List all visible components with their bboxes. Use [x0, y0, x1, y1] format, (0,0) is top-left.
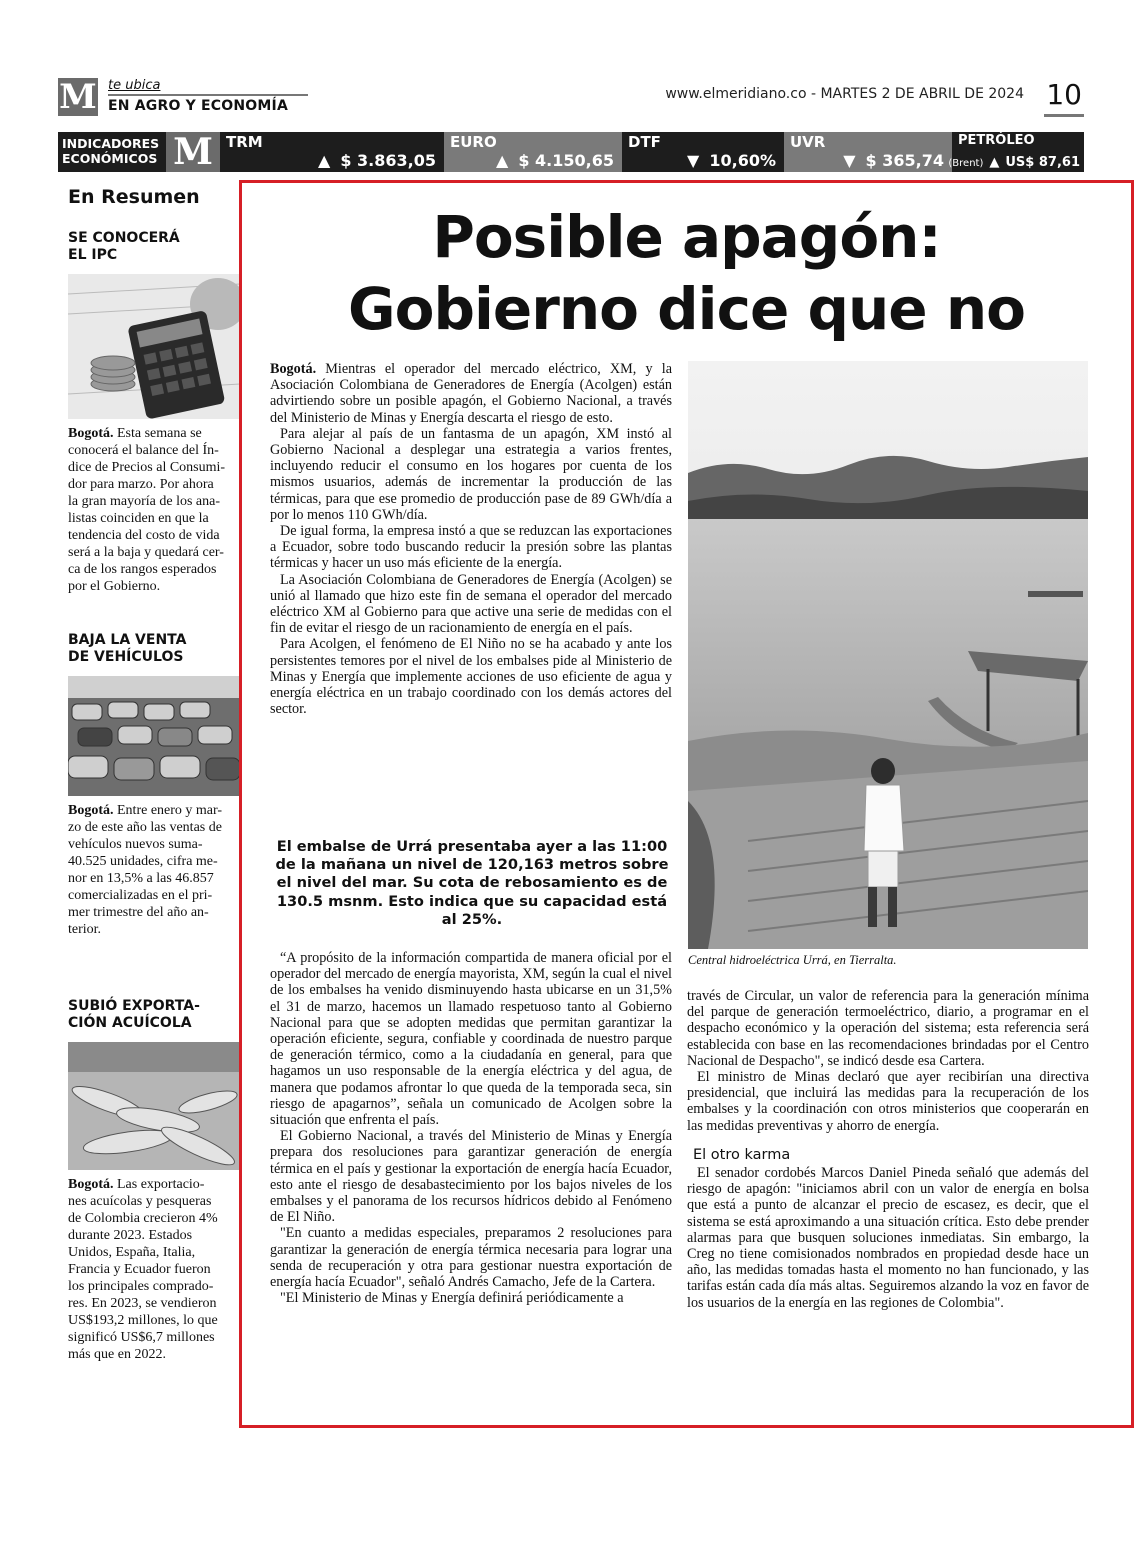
indicator-value: $ 365,74	[865, 151, 944, 170]
article-column-left-top	[270, 361, 672, 717]
section-rule	[108, 94, 308, 96]
brief-heading-line: CIÓN ACUÍCOLA	[68, 1015, 192, 1031]
brief-line: tendencia del costo de vida	[68, 528, 220, 543]
headline-line2: Gobierno dice que no	[348, 275, 1025, 343]
brief-ipc	[68, 230, 240, 595]
brief-line: terior.	[68, 922, 102, 937]
arrow-up-icon: ▲	[989, 155, 1000, 170]
brief-heading	[68, 998, 240, 1032]
indicator-petroleo	[948, 132, 1084, 172]
brief-line: ca de los rangos esperados	[68, 562, 217, 577]
brief-line: Francia y Ecuador fueron	[68, 1262, 211, 1277]
brief-line: será a la baja y quedará cer-	[68, 545, 224, 560]
brief-line: de Colombia crecieron 4%	[68, 1211, 218, 1226]
indicators-logo: M	[166, 132, 220, 172]
page-number: 10	[1044, 76, 1084, 117]
section-name: EN AGRO Y ECONOMÍA	[108, 98, 288, 114]
logo: M	[59, 77, 97, 117]
arrow-up-icon: ▲	[496, 151, 509, 170]
article-paragraph: través de Circular, un valor de referencia para la generación mínima del parque de generación termoeléctrico, diario, a programar en el despacho económico y la operación del sistema; esta referencia será establecida con base en las recomendaciones brindadas por el Centro Nacional de Despacho", se indicó desde esa Cartera.	[687, 988, 1089, 1069]
brief-line: res. En 2023, se vendieron	[68, 1296, 217, 1311]
brief-line: comercializadas en el pri-	[68, 888, 213, 903]
arrow-up-icon: ▲	[318, 151, 331, 170]
brief-acuicola	[68, 998, 240, 1363]
indicator-name: PETRÓLEO	[958, 133, 1035, 148]
brief-line: Entre enero y mar-	[117, 803, 223, 818]
brief-line: Las exportacio-	[117, 1177, 205, 1192]
indicator-name: DTF	[628, 133, 661, 151]
indicator-name: UVR	[790, 133, 826, 151]
brief-line: por el Gobierno.	[68, 579, 161, 594]
dateline: www.elmeridiano.co - MARTES 2 DE ABRIL DE 2024	[665, 86, 1024, 102]
brief-text	[68, 425, 240, 595]
indicator-value: $ 3.863,05	[340, 151, 436, 170]
arrow-down-icon: ▼	[687, 151, 700, 170]
brief-line: US$193,2 millones, lo que	[68, 1313, 218, 1328]
article-paragraph: "En cuanto a medidas especiales, preparamos 2 resoluciones para garantizar la generación de energía térmica necesaria para lograr una senda de recuperación y otra para gestionar nuestra exportación de energía hacía Ecuador", señaló Andrés Camacho, Jefe de la Cartera.	[270, 1225, 672, 1291]
brief-line: 40.525 unidades, cifra me-	[68, 854, 218, 869]
brief-heading-line: BAJA LA VENTA	[68, 632, 187, 648]
brief-heading-line: EL IPC	[68, 247, 118, 263]
feature-article	[239, 180, 1134, 1428]
brief-line: mer trimestre del año an-	[68, 905, 209, 920]
brief-heading-line: SE CONOCERÁ	[68, 230, 180, 246]
article-text: Mientras el operador del mercado eléctrico, XM, y la Asociación Colombiana de Generadores de Energía (Acolgen) están advirtiendo sobre un posible apagón, el Gobierno Nacional, a través del Ministerio de Minas y Energía descarta el riesgo de esto.	[270, 361, 672, 426]
brief-heading	[68, 230, 240, 264]
article-paragraph: El ministro de Minas declaró que ayer recibirían una directiva presidencial, que incluirá las medidas para la recuperación de los embalses y la coordinación con otros ministerios que cooperarán en las medidas preventivas y ahorro de energía.	[687, 1069, 1089, 1134]
indicators-label-line2: ECONÓMICOS	[62, 151, 158, 166]
brief-line: zo de este año las ventas de	[68, 820, 222, 835]
pull-quote: El embalse de Urrá presentaba ayer a las 11:00 de la mañana un nivel de 120,163 metros sobre el nivel del mar. Su cota de rebosamiento es de 130.5 msnm. Esto indica que su capacidad está al 25%.	[275, 838, 669, 928]
brief-dateline: Bogotá.	[68, 1177, 114, 1192]
article-dateline: Bogotá.	[270, 361, 317, 377]
brief-line: dor para marzo. Por ahora	[68, 477, 214, 492]
brief-dateline: Bogotá.	[68, 803, 114, 818]
indicators-label-line1: INDICADORES	[62, 136, 160, 151]
brief-line: dice de Precios al Consumi-	[68, 460, 226, 475]
calculator-coins-photo	[68, 274, 240, 419]
indicator-name: EURO	[450, 133, 497, 151]
brief-text	[68, 802, 240, 938]
article-paragraph: El senador cordobés Marcos Daniel Pineda señaló que además del riesgo de apagón: "iniciamos abril con un valor de energía en bolsa que está a punto de alcanzar el precio de escasez, es decir, que el sistema se está aproximando a una situación crítica. Esto debe prender alarmas para que busquen soluciones inmediatas. Sin embargo, la Creg no tiene comisionados nombrados en propiedad desde hace un año, las medidas tomadas hasta el momento no han funcionado, y las tarifas están cada día más altas. Seguiremos alzando la voz en favor de los usuarios de la energía en las regiones de Colombia".	[687, 1165, 1089, 1311]
brief-line: conocerá el balance del Ín-	[68, 443, 219, 458]
indicator-euro	[444, 132, 622, 172]
headline	[242, 201, 1131, 345]
article-paragraph: El Gobierno Nacional, a través del Ministerio de Minas y Energía prepara dos resoluciones para garantizar generación de energía térmica en el país y gestionar la exportación de energía hacía Ecuador, esto ante el riesgo de desabastecimiento por los bajos niveles de los embalses y el panorama de los recursos hídricos debido al Fenómeno de El Niño.	[270, 1128, 672, 1226]
article-paragraph: "El Ministerio de Minas y Energía definirá periódicamente a	[280, 1290, 624, 1307]
brief-line: nes acuícolas y pesqueras	[68, 1194, 212, 1209]
brief-heading	[68, 632, 240, 666]
sidebar-summary	[58, 180, 240, 1400]
indicator-sub: (Brent)	[948, 158, 984, 169]
fish-photo	[68, 1042, 240, 1170]
brief-line: listas coinciden en que la	[68, 511, 209, 526]
indicator-dtf	[622, 132, 784, 172]
brief-heading-line: SUBIÓ EXPORTA-	[68, 998, 200, 1014]
arrow-down-icon: ▼	[843, 151, 856, 170]
brief-vehiculos	[68, 632, 240, 938]
brief-line: significó US$6,7 millones	[68, 1330, 215, 1345]
tagline: te ubica	[108, 78, 161, 93]
indicator-uvr	[784, 132, 952, 172]
article-column-right	[687, 988, 1089, 1311]
article-paragraph: La Asociación Colombiana de Generadores de Energía (Acolgen) se unió al llamado que hizo este fin de semana el operador del mercado eléctrico XM al Gobierno para que active una serie de medidas con el fin de evitar el riesgo de un racionamiento de energía en el país.	[270, 571, 672, 637]
economic-indicators-bar	[58, 132, 1084, 172]
brief-line: los principales comprado-	[68, 1279, 214, 1294]
brief-line: Unidos, España, Italia,	[68, 1245, 196, 1260]
masthead	[58, 76, 1084, 122]
brief-heading-line: DE VEHÍCULOS	[68, 649, 184, 665]
article-paragraph: Para alejar al país de un fantasma de un apagón, XM instó al Gobierno Nacional a desplegar una estrategia a varios frentes, incluyendo reducir el consumo en los hogares por cuenta de los mismos usuarios, además de incrementar la producción de las térmicas, para que ese promedio de producción pase de 89 GWh/día a por lo menos 110 GWh/día.	[270, 425, 672, 523]
article-paragraph: De igual forma, la empresa instó a que se reduzcan las exportaciones a Ecuador, sobre todo buscando reducir la presión sobre las plantas térmicas y hacer un uso más eficiente de la energía.	[270, 523, 672, 572]
indicator-value: $ 4.150,65	[518, 151, 614, 170]
indicator-value: US$ 87,61	[1005, 155, 1080, 170]
brief-line: Esta semana se	[117, 426, 202, 441]
article-paragraph: Para Acolgen, el fenómeno de El Niño no se ha acabado y ante los persistentes temores por el nivel de los embalses pide al Ministerio de Minas y Energía que implemente acciones de uso eficiente de agua y energía eléctrica en un trabajo coordinado con los demás actores del sector.	[270, 636, 672, 718]
indicator-trm	[220, 132, 444, 172]
photo-caption: Central hidroeléctrica Urrá, en Tierralta.	[688, 953, 897, 967]
subhead: El otro karma	[693, 1146, 791, 1163]
article-paragraph: “A propósito de la información compartida de manera oficial por el operador del mercado de energía mayorista, XM, según la cual el nivel de los embalses ha venido disminuyendo hasta ubicarse en un 31,5% el 31 de marzo, hacemos un llamado respetuoso tanto al Gobierno Nacional para que se adopten medidas que permitan garantizar la operación eficiente, segura, confiable y coordinada de nuestro parque de generación térmico, como a la ciudadanía en general, para que hagamos un uso responsable de la energía eléctrica y del agua, de manera que podamos afrontar lo que queda de la temporada seca, sin riesgo de apagarnos”, señala un comunicado de Acolgen sobre la situación que enfrenta el país.	[270, 950, 672, 1129]
brief-text	[68, 1176, 240, 1363]
brief-line: vehículos nuevos suma-	[68, 837, 203, 852]
sidebar-title: En Resumen	[68, 186, 200, 208]
reservoir-photo	[688, 361, 1088, 949]
brief-line: la gran mayoría de los ana-	[68, 494, 220, 509]
brief-line: nor en 13,5% a las 46.857	[68, 871, 214, 886]
indicator-name: TRM	[226, 133, 263, 151]
article-paragraph	[270, 361, 672, 426]
brief-line: más que en 2022.	[68, 1347, 166, 1362]
article-column-left-bottom	[270, 950, 672, 1306]
brief-dateline: Bogotá.	[68, 426, 114, 441]
indicators-label	[58, 132, 166, 172]
parked-cars-photo	[68, 676, 240, 796]
indicator-value: 10,60%	[709, 151, 776, 170]
headline-line1: Posible apagón:	[432, 203, 941, 271]
brief-line: durante 2023. Estados	[68, 1228, 193, 1243]
